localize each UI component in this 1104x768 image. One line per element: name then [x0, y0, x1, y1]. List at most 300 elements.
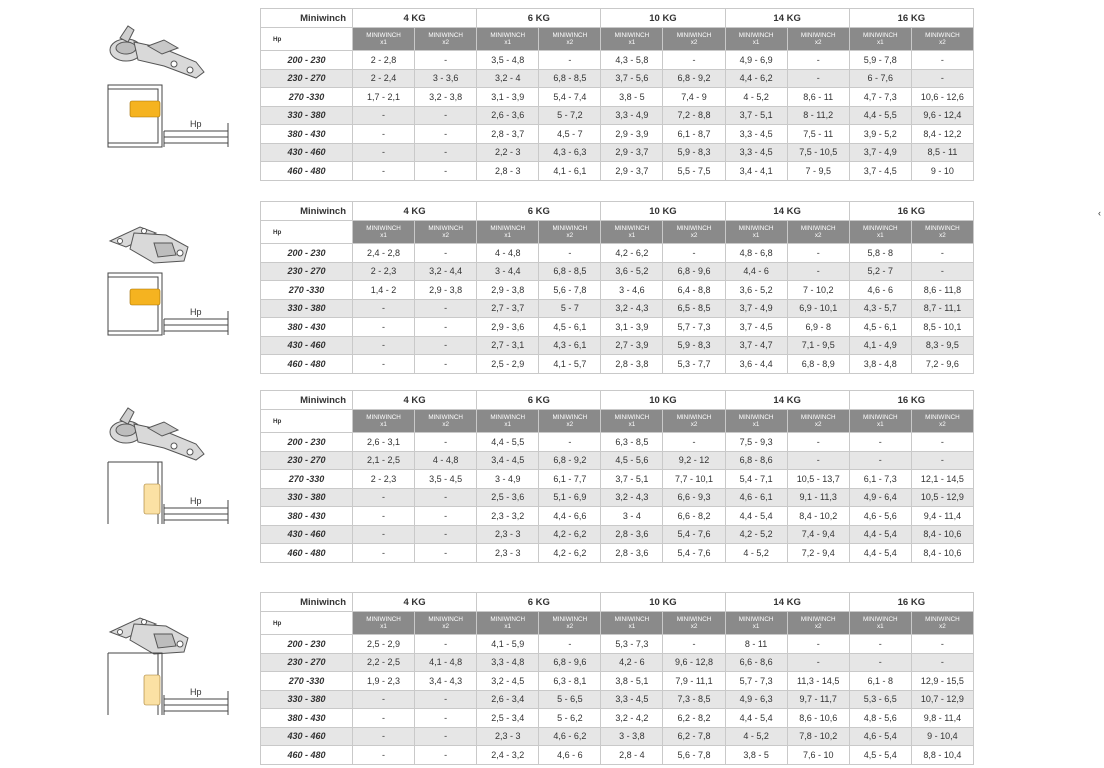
miniwinch-subheader: MINIWINCH: [490, 616, 526, 623]
weight-header: 6 KG: [477, 593, 601, 612]
capacity-cell: -: [415, 433, 477, 452]
capacity-cell: 2,9 - 3,6: [477, 318, 539, 337]
capacity-cell: 4,3 - 5,7: [849, 299, 911, 318]
capacity-cell: 3,6 - 5,2: [725, 281, 787, 300]
capacity-cell: 3,7 - 4,5: [725, 318, 787, 337]
weight-header: 16 KG: [849, 391, 973, 410]
capacity-cell: 6,1 - 8,7: [663, 125, 725, 144]
table-row: [261, 525, 974, 544]
capacity-cell: 5,4 - 7,6: [663, 544, 725, 563]
miniwinch-subheader: MINIWINCH: [738, 32, 774, 39]
hp-range-cell: 430 - 460: [261, 525, 353, 544]
capacity-cell: 5,2 - 7: [849, 262, 911, 281]
miniwinch-subheader: MINIWINCH: [614, 225, 650, 232]
capacity-cell: 2,8 - 3,8: [601, 355, 663, 374]
capacity-cell: 10,5 - 13,7: [787, 470, 849, 489]
capacity-cell: -: [353, 318, 415, 337]
capacity-cell: 3,7 - 4,9: [725, 299, 787, 318]
hp-range-cell: 380 - 430: [261, 709, 353, 728]
miniwinch-count-header: [415, 612, 477, 635]
capacity-cell: 8,4 - 10,6: [911, 525, 973, 544]
hp-header: Hp: [261, 612, 353, 635]
hp-range-cell: 380 - 430: [261, 125, 353, 144]
capacity-cell: 6,8 - 9,6: [539, 653, 601, 672]
capacity-cell: 5,8 - 8: [849, 244, 911, 263]
capacity-cell: 4,1 - 4,8: [415, 653, 477, 672]
weight-header: 6 KG: [477, 9, 601, 28]
capacity-cell: -: [849, 653, 911, 672]
capacity-cell: -: [415, 488, 477, 507]
capacity-cell: 2,8 - 3,6: [601, 525, 663, 544]
capacity-cell: 5,4 - 7,1: [725, 470, 787, 489]
hp-header: Hp: [261, 221, 353, 244]
capacity-cell: 4,1 - 5,7: [539, 355, 601, 374]
capacity-cell: -: [353, 336, 415, 355]
capacity-cell: 6,2 - 7,8: [663, 727, 725, 746]
miniwinch-subheader: MINIWINCH: [552, 32, 588, 39]
capacity-cell: 8,6 - 11,8: [911, 281, 973, 300]
capacity-cell: -: [911, 262, 973, 281]
miniwinch-count-header: [415, 28, 477, 51]
miniwinch-count-header: [415, 410, 477, 433]
count-subheader: x1: [752, 232, 760, 239]
capacity-cell: -: [415, 690, 477, 709]
miniwinch-subheader: MINIWINCH: [428, 32, 463, 39]
capacity-cell: 7 - 10,2: [787, 281, 849, 300]
miniwinch-subheader: MINIWINCH: [428, 616, 463, 623]
capacity-cell: 4,4 - 6: [725, 262, 787, 281]
capacity-cell: 4,2 - 5,2: [725, 525, 787, 544]
capacity-cell: 6,1 - 8: [849, 672, 911, 691]
weight-header: 14 KG: [725, 9, 849, 28]
capacity-cell: -: [415, 709, 477, 728]
table-row: [261, 653, 974, 672]
capacity-cell: -: [415, 106, 477, 125]
capacity-cell: 6,4 - 8,8: [663, 281, 725, 300]
hp-range-cell: 270 -330: [261, 470, 353, 489]
miniwinch-count-header: [353, 221, 415, 244]
capacity-cell: 6,8 - 8,6: [725, 451, 787, 470]
capacity-cell: 4 - 5,2: [725, 88, 787, 107]
capacity-cell: 3 - 4: [601, 507, 663, 526]
capacity-cell: 8,8 - 10,4: [911, 746, 973, 765]
capacity-cell: 1,9 - 2,3: [353, 672, 415, 691]
capacity-cell: -: [849, 451, 911, 470]
capacity-cell: 3,2 - 4,4: [415, 262, 477, 281]
weight-header: 10 KG: [601, 202, 725, 221]
miniwinch-subheader: MINIWINCH: [800, 32, 836, 39]
capacity-cell: 12,1 - 14,5: [911, 470, 973, 489]
miniwinch-subheader: MINIWINCH: [800, 616, 836, 623]
weight-header: 16 KG: [849, 9, 973, 28]
count-subheader: x1: [752, 623, 760, 630]
capacity-cell: -: [415, 635, 477, 654]
table-row: [261, 106, 974, 125]
miniwinch-subheader: MINIWINCH: [862, 225, 898, 232]
cup-hinge-icon: [104, 20, 214, 92]
capacity-cell: 2,7 - 3,9: [601, 336, 663, 355]
miniwinch-count-header: [787, 28, 849, 51]
miniwinch-subheader: MINIWINCH: [800, 414, 836, 421]
capacity-cell: -: [787, 451, 849, 470]
miniwinch-subheader: MINIWINCH: [925, 414, 960, 421]
capacity-cell: 4 - 5,2: [725, 544, 787, 563]
count-subheader: x2: [442, 623, 449, 630]
capacity-cell: 8,7 - 11,1: [911, 299, 973, 318]
capacity-cell: 3,4 - 4,1: [725, 162, 787, 181]
capacity-cell: 4,4 - 5,4: [725, 709, 787, 728]
capacity-cell: 9,6 - 12,8: [663, 653, 725, 672]
miniwinch-count-header: [415, 221, 477, 244]
capacity-cell: 3,3 - 4,5: [601, 690, 663, 709]
capacity-cell: 3,7 - 4,7: [725, 336, 787, 355]
capacity-cell: 7,7 - 10,1: [663, 470, 725, 489]
capacity-cell: 3,8 - 5,1: [601, 672, 663, 691]
capacity-cell: 4,8 - 6,8: [725, 244, 787, 263]
capacity-cell: 3,3 - 4,5: [725, 143, 787, 162]
capacity-cell: -: [415, 143, 477, 162]
capacity-cell: 5,9 - 8,3: [663, 336, 725, 355]
cabinet-diagram: [106, 651, 236, 721]
count-subheader: x1: [876, 232, 884, 239]
capacity-cell: 4,2 - 6,2: [601, 244, 663, 263]
capacity-cell: 4,5 - 6,1: [539, 318, 601, 337]
capacity-cell: 10,7 - 12,9: [911, 690, 973, 709]
capacity-cell: 2,6 - 3,1: [353, 433, 415, 452]
capacity-cell: 3,8 - 4,8: [849, 355, 911, 374]
miniwinch-count-header: [725, 28, 787, 51]
capacity-cell: 5,5 - 7,5: [663, 162, 725, 181]
weight-header: 10 KG: [601, 593, 725, 612]
count-subheader: x2: [814, 232, 822, 239]
capacity-cell: 4,2 - 6,2: [539, 544, 601, 563]
capacity-cell: -: [353, 507, 415, 526]
capacity-cell: -: [787, 653, 849, 672]
table-row: [261, 281, 974, 300]
capacity-cell: -: [911, 244, 973, 263]
miniwinch-subheader: MINIWINCH: [862, 414, 898, 421]
miniwinch-subheader: MINIWINCH: [738, 225, 774, 232]
capacity-cell: -: [353, 299, 415, 318]
capacity-cell: -: [353, 162, 415, 181]
capacity-cell: 5,7 - 7,3: [725, 672, 787, 691]
miniwinch-subheader: MINIWINCH: [552, 616, 588, 623]
capacity-cell: -: [849, 635, 911, 654]
miniwinch-subheader: MINIWINCH: [428, 225, 463, 232]
count-subheader: x2: [690, 623, 698, 630]
hp-range-cell: 430 - 460: [261, 727, 353, 746]
weight-header: 6 KG: [477, 391, 601, 410]
hp-range-cell: 330 - 380: [261, 488, 353, 507]
miniwinch-count-header: [911, 28, 973, 51]
capacity-cell: 8,4 - 10,6: [911, 544, 973, 563]
capacity-cell: 7,2 - 9,6: [911, 355, 973, 374]
capacity-cell: 2,9 - 3,8: [415, 281, 477, 300]
capacity-cell: -: [539, 433, 601, 452]
miniwinch-subheader: MINIWINCH: [614, 32, 650, 39]
capacity-cell: 9,1 - 11,3: [787, 488, 849, 507]
capacity-cell: 4,5 - 5,6: [601, 451, 663, 470]
capacity-cell: 7,8 - 10,2: [787, 727, 849, 746]
edge-glyph: ‹: [1098, 208, 1101, 218]
capacity-cell: 7,6 - 10: [787, 746, 849, 765]
miniwinch-subheader: MINIWINCH: [862, 32, 898, 39]
capacity-cell: 2,5 - 3,4: [477, 709, 539, 728]
capacity-cell: 6,1 - 7,7: [539, 470, 601, 489]
capacity-cell: 9,6 - 12,4: [911, 106, 973, 125]
capacity-cell: 2,9 - 3,8: [477, 281, 539, 300]
capacity-cell: 4,4 - 6,2: [725, 69, 787, 88]
hp-range-cell: 460 - 480: [261, 746, 353, 765]
miniwinch-count-header: [663, 221, 725, 244]
capacity-cell: 6 - 7,6: [849, 69, 911, 88]
miniwinch-subheader: MINIWINCH: [862, 616, 898, 623]
count-subheader: x1: [380, 232, 387, 239]
hp-dimension-label: Hp: [190, 496, 202, 506]
hp-range-cell: 270 -330: [261, 672, 353, 691]
miniwinch-subheader: MINIWINCH: [428, 414, 463, 421]
miniwinch-count-header: [539, 28, 601, 51]
count-subheader: x2: [566, 421, 574, 428]
capacity-cell: 3,8 - 5: [725, 746, 787, 765]
capacity-cell: -: [415, 355, 477, 374]
capacity-cell: 3,7 - 5,1: [725, 106, 787, 125]
capacity-cell: -: [415, 336, 477, 355]
table-row: [261, 318, 974, 337]
capacity-cell: 2,6 - 3,6: [477, 106, 539, 125]
capacity-cell: 4,5 - 7: [539, 125, 601, 144]
capacity-cell: 2,1 - 2,5: [353, 451, 415, 470]
miniwinch-count-header: [353, 28, 415, 51]
count-subheader: x2: [690, 232, 698, 239]
table-row: [261, 125, 974, 144]
hp-range-cell: 230 - 270: [261, 451, 353, 470]
count-subheader: x2: [566, 623, 574, 630]
capacity-cell: 3 - 4,9: [477, 470, 539, 489]
hp-range-cell: 330 - 380: [261, 690, 353, 709]
miniwinch-count-header: [601, 221, 663, 244]
capacity-cell: 5,3 - 6,5: [849, 690, 911, 709]
capacity-cell: 3 - 3,6: [415, 69, 477, 88]
miniwinch-subheader: MINIWINCH: [366, 32, 401, 39]
count-subheader: x1: [380, 39, 387, 46]
capacity-cell: -: [415, 244, 477, 263]
capacity-cell: 6,8 - 9,6: [663, 262, 725, 281]
capacity-cell: 2 - 2,3: [353, 262, 415, 281]
capacity-cell: 9,2 - 12: [663, 451, 725, 470]
count-subheader: x2: [442, 39, 449, 46]
capacity-cell: 8,6 - 11: [787, 88, 849, 107]
weight-header: 10 KG: [601, 391, 725, 410]
capacity-cell: -: [911, 433, 973, 452]
capacity-cell: 2,2 - 3: [477, 143, 539, 162]
capacity-cell: 5,3 - 7,3: [601, 635, 663, 654]
miniwinch-count-header: [539, 612, 601, 635]
table-row: [261, 88, 974, 107]
table-row: [261, 244, 974, 263]
count-subheader: x2: [939, 421, 946, 428]
capacity-cell: 8,5 - 11: [911, 143, 973, 162]
capacity-cell: 6,9 - 10,1: [787, 299, 849, 318]
capacity-cell: -: [415, 544, 477, 563]
capacity-cell: 2,9 - 3,7: [601, 143, 663, 162]
capacity-cell: 11,3 - 14,5: [787, 672, 849, 691]
capacity-cell: 2,2 - 2,5: [353, 653, 415, 672]
miniwinch-count-header: [787, 612, 849, 635]
count-subheader: x2: [939, 623, 946, 630]
capacity-cell: 5 - 6,5: [539, 690, 601, 709]
capacity-cell: -: [663, 51, 725, 70]
miniwinch-count-header: [849, 221, 911, 244]
hp-range-cell: 380 - 430: [261, 507, 353, 526]
capacity-cell: 5 - 6,2: [539, 709, 601, 728]
capacity-cell: 3,2 - 4,3: [601, 488, 663, 507]
capacity-cell: 3,7 - 4,9: [849, 143, 911, 162]
miniwinch-subheader: MINIWINCH: [490, 225, 526, 232]
capacity-cell: 2,3 - 3: [477, 727, 539, 746]
miniwinch-subheader: MINIWINCH: [614, 414, 650, 421]
weight-header: 4 KG: [353, 202, 477, 221]
miniwinch-subheader: MINIWINCH: [676, 225, 712, 232]
capacity-cell: 3,7 - 5,1: [601, 470, 663, 489]
capacity-cell: 4,3 - 6,1: [539, 336, 601, 355]
table-row: [261, 299, 974, 318]
count-subheader: x1: [380, 623, 387, 630]
capacity-cell: -: [415, 51, 477, 70]
capacity-cell: -: [353, 746, 415, 765]
hp-range-cell: 430 - 460: [261, 143, 353, 162]
capacity-cell: 6,8 - 9,2: [539, 451, 601, 470]
capacity-cell: 3,1 - 3,9: [477, 88, 539, 107]
miniwinch-count-header: [849, 410, 911, 433]
hp-range-cell: 430 - 460: [261, 336, 353, 355]
capacity-cell: 2,5 - 2,9: [353, 635, 415, 654]
capacity-cell: 4 - 4,8: [415, 451, 477, 470]
capacity-table: [260, 8, 974, 181]
capacity-cell: 4,6 - 6: [849, 281, 911, 300]
miniwinch-subheader: MINIWINCH: [676, 616, 712, 623]
weight-header: 10 KG: [601, 9, 725, 28]
capacity-cell: -: [415, 162, 477, 181]
capacity-cell: 3,7 - 5,6: [601, 69, 663, 88]
weight-header: 16 KG: [849, 593, 973, 612]
miniwinch-subheader: MINIWINCH: [676, 414, 712, 421]
capacity-cell: 3,7 - 4,5: [849, 162, 911, 181]
capacity-cell: 6,6 - 9,3: [663, 488, 725, 507]
miniwinch-count-header: [787, 221, 849, 244]
capacity-cell: -: [353, 355, 415, 374]
capacity-cell: 6,8 - 8,5: [539, 69, 601, 88]
capacity-cell: 2,9 - 3,9: [601, 125, 663, 144]
miniwinch-subheader: MINIWINCH: [738, 414, 774, 421]
capacity-cell: 2,8 - 3: [477, 162, 539, 181]
capacity-cell: 4,6 - 5,4: [849, 727, 911, 746]
table-row: [261, 690, 974, 709]
miniwinch-count-header: [849, 612, 911, 635]
capacity-cell: 3,6 - 4,4: [725, 355, 787, 374]
count-subheader: x2: [690, 39, 698, 46]
capacity-cell: -: [911, 69, 973, 88]
miniwinch-subheader: MINIWINCH: [676, 32, 712, 39]
capacity-cell: 2 - 2,4: [353, 69, 415, 88]
capacity-cell: -: [415, 507, 477, 526]
capacity-cell: -: [849, 433, 911, 452]
hp-range-cell: 330 - 380: [261, 106, 353, 125]
capacity-cell: 4,1 - 6,1: [539, 162, 601, 181]
capacity-cell: 10,6 - 12,6: [911, 88, 973, 107]
capacity-cell: -: [539, 51, 601, 70]
count-subheader: x2: [566, 232, 574, 239]
miniwinch-count-header: [477, 410, 539, 433]
hp-range-cell: 200 - 230: [261, 433, 353, 452]
count-subheader: x2: [814, 623, 822, 630]
table-row: [261, 451, 974, 470]
weight-header: 4 KG: [353, 391, 477, 410]
capacity-cell: -: [663, 244, 725, 263]
table-row: [261, 262, 974, 281]
capacity-cell: 8,4 - 12,2: [911, 125, 973, 144]
capacity-cell: 3,8 - 5: [601, 88, 663, 107]
hp-header: Hp: [261, 410, 353, 433]
miniwinch-count-header: [601, 28, 663, 51]
miniwinch-count-header: [477, 612, 539, 635]
capacity-cell: 5,1 - 6,9: [539, 488, 601, 507]
capacity-cell: -: [911, 635, 973, 654]
hp-range-cell: 270 -330: [261, 281, 353, 300]
capacity-cell: 2,5 - 2,9: [477, 355, 539, 374]
capacity-cell: 4,6 - 6,1: [725, 488, 787, 507]
capacity-cell: 2,8 - 3,7: [477, 125, 539, 144]
product-label: Miniwinch: [261, 202, 353, 221]
capacity-cell: 5,7 - 7,3: [663, 318, 725, 337]
miniwinch-count-header: [353, 612, 415, 635]
miniwinch-count-header: [353, 410, 415, 433]
capacity-cell: 3,3 - 4,5: [725, 125, 787, 144]
capacity-cell: -: [415, 299, 477, 318]
capacity-cell: 4,4 - 5,4: [849, 525, 911, 544]
capacity-cell: 9 - 10,4: [911, 727, 973, 746]
capacity-cell: -: [353, 690, 415, 709]
count-subheader: x2: [442, 421, 449, 428]
capacity-cell: 4,4 - 5,5: [477, 433, 539, 452]
table-row: [261, 51, 974, 70]
hp-dimension-label: Hp: [190, 119, 202, 129]
capacity-cell: 7 - 9,5: [787, 162, 849, 181]
capacity-cell: -: [663, 433, 725, 452]
capacity-cell: -: [911, 653, 973, 672]
capacity-cell: 7,3 - 8,5: [663, 690, 725, 709]
table-row: [261, 507, 974, 526]
capacity-cell: 8,4 - 10,2: [787, 507, 849, 526]
capacity-cell: 6,8 - 8,9: [787, 355, 849, 374]
capacity-cell: -: [353, 544, 415, 563]
miniwinch-count-header: [539, 221, 601, 244]
capacity-cell: 3,2 - 4,3: [601, 299, 663, 318]
capacity-cell: 5,6 - 7,8: [539, 281, 601, 300]
miniwinch-subheader: MINIWINCH: [366, 414, 401, 421]
table-row: [261, 355, 974, 374]
count-subheader: x2: [442, 232, 449, 239]
hp-range-cell: 270 -330: [261, 88, 353, 107]
count-subheader: x2: [939, 232, 946, 239]
capacity-cell: 8,6 - 10,6: [787, 709, 849, 728]
capacity-cell: 5,4 - 7,4: [539, 88, 601, 107]
count-subheader: x1: [876, 39, 884, 46]
count-subheader: x1: [628, 232, 636, 239]
weight-header: 14 KG: [725, 593, 849, 612]
capacity-cell: 6,3 - 8,5: [601, 433, 663, 452]
capacity-cell: 4,9 - 6,4: [849, 488, 911, 507]
